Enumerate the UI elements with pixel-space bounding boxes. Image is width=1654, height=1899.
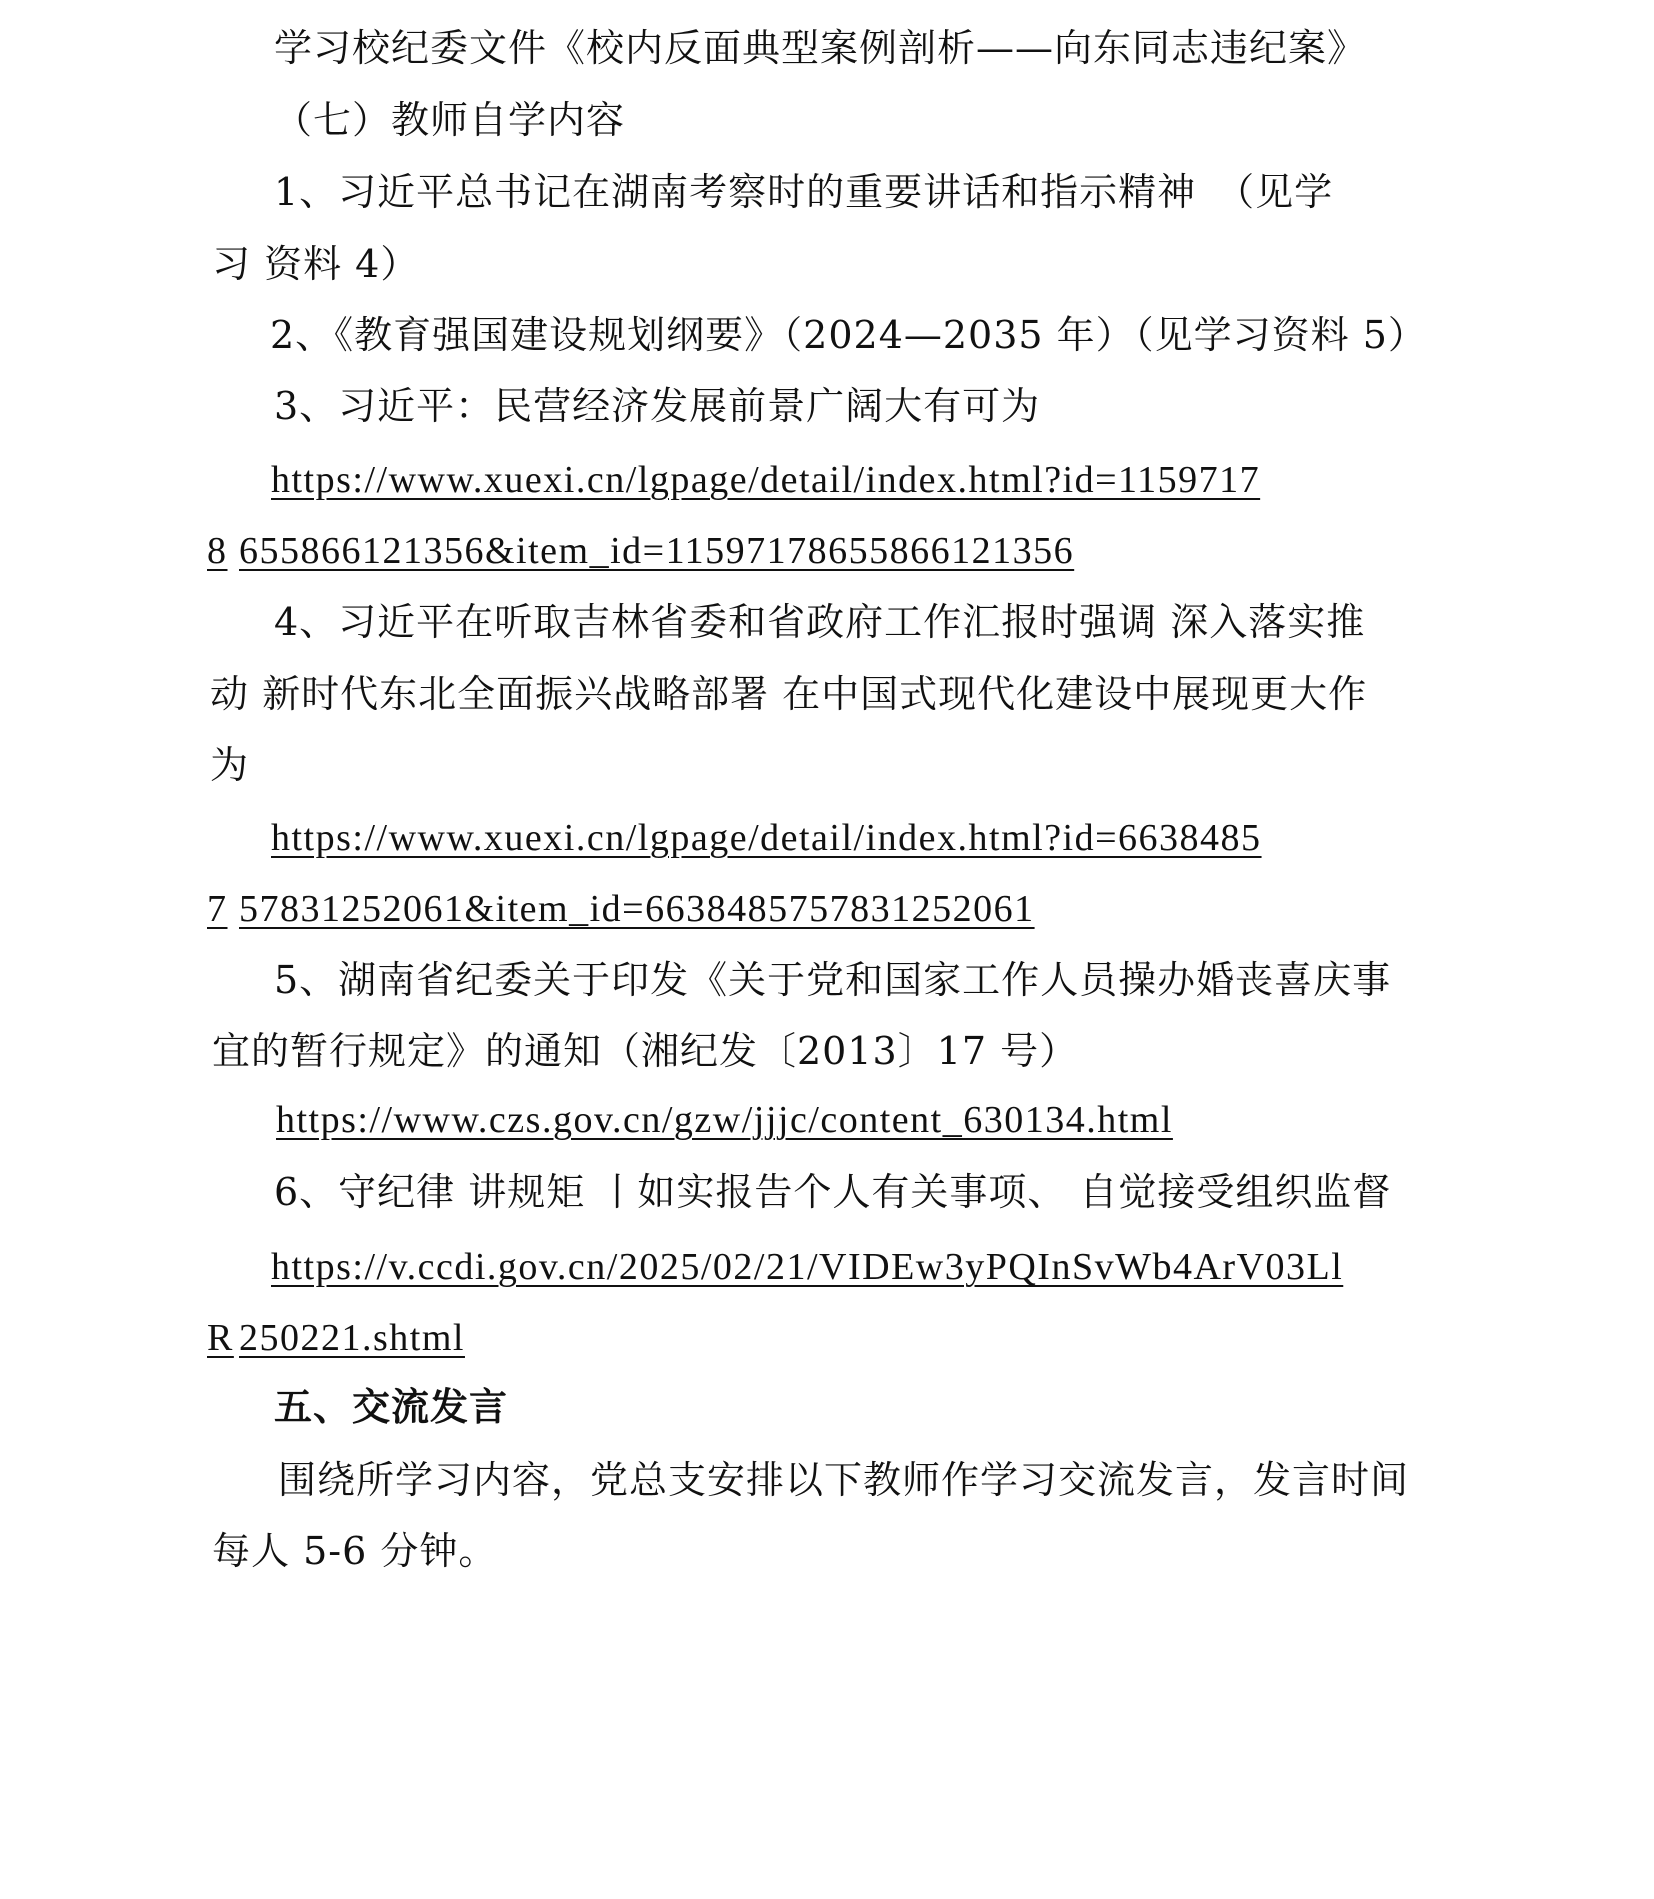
self-study-item-2: 2、《教育强国建设规划纲要》（2024—2035 年）（见学习资料 5） [270,313,1427,357]
self-study-item-3: 3、习近平：民营经济发展前景广阔大有可为 [274,384,1041,428]
exchange-paragraph-cont: 每人 5-6 分钟。 [212,1529,498,1573]
link-ccdi-video-cont[interactable]: 250221.shtml [239,1317,465,1359]
self-study-item-1-cont: 习 资料 4） [212,242,420,286]
self-study-item-1: 1、习近平总书记在湖南考察时的重要讲话和指示精神 （见学 [274,170,1334,214]
self-study-item-4-cont: 动 新时代东北全面振兴战略部署 在中国式现代化建设中展现更大作 [210,672,1368,716]
link-xuexi-private-economy-prefix[interactable]: 8 [207,530,228,572]
self-study-item-4: 4、习近平在听取吉林省委和省政府工作汇报时强调 深入落实推 [274,600,1366,644]
self-study-item-4-cont-2: 为 [210,743,250,787]
link-xuexi-jilin[interactable]: https://www.xuexi.cn/lgpage/detail/index.html?id=6638485 [271,817,1262,859]
self-study-item-6: 6、守纪律 讲规矩 丨如实报告个人有关事项、 自觉接受组织监督 [274,1170,1392,1214]
link-ccdi-video-prefix[interactable]: R [207,1317,234,1359]
link-xuexi-jilin-prefix[interactable]: 7 [207,888,228,930]
link-xuexi-private-economy[interactable]: https://www.xuexi.cn/lgpage/detail/index.html?id=1159717 [271,459,1261,501]
section-heading-exchange: 五、交流发言 [274,1385,509,1429]
self-study-item-5-cont: 宜的暂行规定》的通知（湘纪发〔2013〕17 号） [212,1029,1079,1073]
link-czs-gov[interactable]: https://www.czs.gov.cn/gzw/jjjc/content_630134.html [276,1099,1173,1141]
link-ccdi-video[interactable]: https://v.ccdi.gov.cn/2025/02/21/VIDEw3yPQInSvWb4ArV03Ll [271,1246,1344,1288]
exchange-paragraph: 围绕所学习内容，党总支安排以下教师作学习交流发言，发言时间 [278,1458,1410,1502]
section-heading-self-study: （七）教师自学内容 [274,98,626,142]
link-xuexi-private-economy-cont[interactable]: 655866121356&item_id=11597178655866121356 [239,530,1075,572]
study-item-discipline-case: 学习校纪委文件《校内反面典型案例剖析——向东同志违纪案》 [274,26,1367,70]
link-xuexi-jilin-cont[interactable]: 57831252061&item_id=6638485757831252061 [239,888,1035,930]
self-study-item-5: 5、湖南省纪委关于印发《关于党和国家工作人员操办婚丧喜庆事 [274,958,1392,1002]
